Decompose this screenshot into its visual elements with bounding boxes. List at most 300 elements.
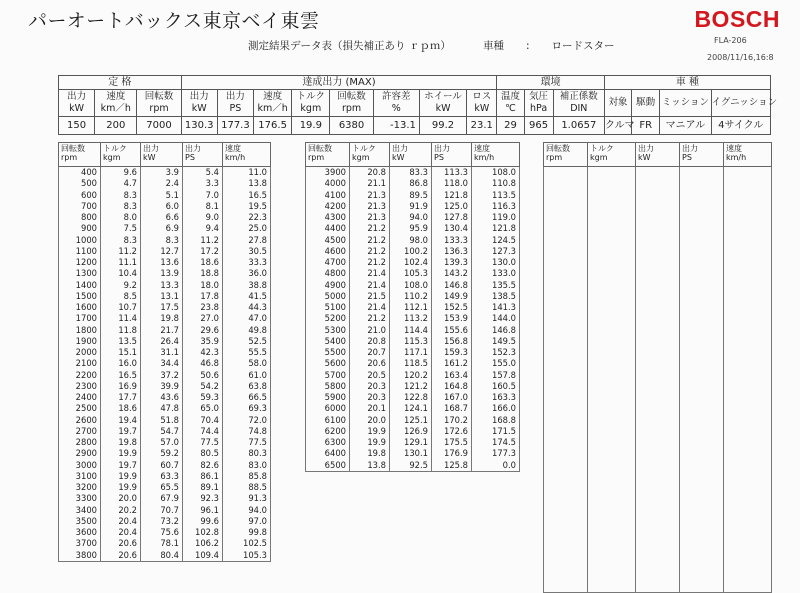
table-cell: 113.5	[472, 190, 520, 201]
summary-value-cell: FR	[632, 117, 660, 135]
table-row	[59, 403, 271, 414]
table-cell: 120.2	[390, 370, 432, 381]
table-cell: 98.0	[390, 235, 432, 246]
table-cell: 60.7	[141, 460, 183, 471]
table-cell: 146.8	[472, 325, 520, 336]
table-cell: 118.0	[432, 178, 472, 189]
table-row	[306, 235, 520, 246]
table-cell: 1900	[59, 336, 101, 347]
summary-header-cell: トルク kgm	[292, 90, 330, 117]
table-cell: 17.5	[141, 302, 183, 313]
table-cell: 3800	[59, 550, 101, 562]
table-cell: 20.5	[350, 370, 390, 381]
table-row	[59, 257, 271, 268]
table-cell: 21.2	[350, 246, 390, 257]
table-cell: 1500	[59, 291, 101, 302]
table-row	[306, 302, 520, 313]
table-cell: 99.8	[223, 527, 271, 538]
table-cell: 119.0	[472, 212, 520, 223]
table-cell: 51.8	[141, 415, 183, 426]
table-row	[59, 516, 271, 527]
table-cell: 17.2	[183, 246, 223, 257]
table-cell: 21.4	[350, 280, 390, 291]
table-cell: 172.6	[432, 426, 472, 437]
table-row	[306, 347, 520, 358]
table-cell: 13.6	[141, 257, 183, 268]
table-cell: 61.0	[223, 370, 271, 381]
table-cell: 3.9	[141, 167, 183, 179]
table-row	[306, 246, 520, 257]
column-header: 回転数 rpm	[544, 143, 588, 167]
table-cell: 168.7	[432, 403, 472, 414]
shop-name: パーオートバックス東京ベイ東雲	[28, 10, 320, 32]
table-cell: 15.1	[101, 347, 141, 358]
table-row	[59, 167, 271, 179]
table-cell: 5400	[306, 336, 350, 347]
summary-value-cell: 200	[95, 117, 137, 135]
table-cell: 3.3	[183, 178, 223, 189]
table-cell: 136.3	[432, 246, 472, 257]
table-cell: 133.0	[472, 268, 520, 279]
table-cell: 18.6	[183, 257, 223, 268]
table-cell: 2900	[59, 448, 101, 459]
table-row	[59, 178, 271, 189]
table-cell: 21.3	[350, 201, 390, 212]
table-cell: 11.8	[101, 325, 141, 336]
data-table-1	[58, 142, 271, 562]
column-header: 速度 km/h	[223, 143, 271, 167]
table-cell: 20.6	[101, 550, 141, 562]
table-cell: 16.5	[101, 370, 141, 381]
table-cell: 13.5	[101, 336, 141, 347]
table-cell: 20.0	[350, 415, 390, 426]
table-cell: 78.1	[141, 538, 183, 549]
table-row	[59, 325, 271, 336]
table-cell: 4500	[306, 235, 350, 246]
table-row	[306, 403, 520, 414]
table-cell: 19.9	[101, 471, 141, 482]
table-row	[306, 190, 520, 201]
table-cell: 10.7	[101, 302, 141, 313]
table-row	[306, 448, 520, 459]
table-cell: 4300	[306, 212, 350, 223]
table-cell: 58.0	[223, 358, 271, 369]
table-cell: 19.7	[101, 426, 141, 437]
table-cell: 54.7	[141, 426, 183, 437]
table-cell: 3400	[59, 505, 101, 516]
table-cell: 115.3	[390, 336, 432, 347]
table-cell: 65.0	[183, 403, 223, 414]
table-cell: 160.5	[472, 381, 520, 392]
table-cell: 21.5	[350, 291, 390, 302]
table-cell: 29.6	[183, 325, 223, 336]
table-cell: 109.4	[183, 550, 223, 562]
table-cell: 152.3	[472, 347, 520, 358]
table-cell: 141.3	[472, 302, 520, 313]
table-cell: 102.4	[390, 257, 432, 268]
brand-logo: BOSCH	[694, 6, 780, 32]
table-cell: 102.8	[183, 527, 223, 538]
table-cell: 8.1	[183, 201, 223, 212]
table-cell: 1800	[59, 325, 101, 336]
table-cell: 19.7	[101, 460, 141, 471]
table-cell: 83.3	[390, 167, 432, 179]
table-cell: 2.4	[141, 178, 183, 189]
table-cell: 7.5	[101, 223, 141, 234]
table-cell: 167.0	[432, 392, 472, 403]
table-row	[59, 538, 271, 549]
table-cell: 2100	[59, 358, 101, 369]
table-row	[306, 268, 520, 279]
table-cell: 5100	[306, 302, 350, 313]
table-cell: 20.7	[350, 347, 390, 358]
table-cell: 20.1	[350, 403, 390, 414]
summary-header-cell: ロス kW	[467, 90, 497, 117]
table-row	[306, 291, 520, 302]
table-cell: 155.6	[432, 325, 472, 336]
table-cell: 20.4	[101, 527, 141, 538]
summary-value-cell: 7000	[137, 117, 181, 135]
table-cell: 13.1	[141, 291, 183, 302]
table-cell: 6.6	[141, 212, 183, 223]
table-cell: 91.3	[223, 493, 271, 504]
table-cell: 8.5	[101, 291, 141, 302]
table-cell: 88.5	[223, 482, 271, 493]
table-cell: 129.1	[390, 437, 432, 448]
table-cell: 94.0	[390, 212, 432, 223]
table-cell: 52.5	[223, 336, 271, 347]
table-cell: 130.4	[432, 223, 472, 234]
table-cell: 124.5	[472, 235, 520, 246]
column-header: 出力 PS	[680, 143, 724, 167]
table-cell: 116.3	[472, 201, 520, 212]
table-row	[59, 336, 271, 347]
table-cell: 26.4	[141, 336, 183, 347]
table-cell: 6.0	[141, 201, 183, 212]
table-row	[59, 246, 271, 257]
table-row	[59, 358, 271, 369]
table-row	[59, 291, 271, 302]
table-cell: 33.3	[223, 257, 271, 268]
table-cell: 95.9	[390, 223, 432, 234]
vehicle-separator: :	[526, 40, 530, 52]
table-cell: 164.8	[432, 381, 472, 392]
table-cell: 125.8	[432, 460, 472, 472]
table-cell: 63.3	[141, 471, 183, 482]
table-cell: 11.1	[101, 257, 141, 268]
table-cell: 47.8	[141, 403, 183, 414]
table-cell: 113.2	[390, 313, 432, 324]
table-cell: 19.8	[101, 437, 141, 448]
table-cell: 2600	[59, 415, 101, 426]
table-cell: 67.9	[141, 493, 183, 504]
table-row	[306, 178, 520, 189]
table-row	[59, 302, 271, 313]
table-cell: 110.2	[390, 291, 432, 302]
table-cell: 161.2	[432, 358, 472, 369]
table-cell: 50.6	[183, 370, 223, 381]
table-cell: 18.0	[183, 280, 223, 291]
table-cell: 135.5	[472, 280, 520, 291]
table-row	[59, 493, 271, 504]
table-cell: 8.3	[101, 201, 141, 212]
table-row	[306, 336, 520, 347]
table-cell: 80.5	[183, 448, 223, 459]
table-cell: 11.0	[223, 167, 271, 179]
table-cell: 118.5	[390, 358, 432, 369]
table-cell: 80.3	[223, 448, 271, 459]
summary-header-cell: 許容差 %	[373, 90, 419, 117]
table-cell: 138.5	[472, 291, 520, 302]
table-cell: 102.5	[223, 538, 271, 549]
summary-value-cell: -13.1	[373, 117, 419, 135]
table-cell: 13.8	[350, 460, 390, 472]
table-cell: 2800	[59, 437, 101, 448]
table-cell: 121.2	[390, 381, 432, 392]
table-cell: 1100	[59, 246, 101, 257]
summary-value-cell: 99.2	[419, 117, 466, 135]
table-cell: 9.4	[183, 223, 223, 234]
column-header: 速度 km/h	[724, 143, 772, 167]
table-cell: 156.8	[432, 336, 472, 347]
table-cell: 39.9	[141, 381, 183, 392]
table-cell: 8.0	[101, 212, 141, 223]
form-code: FLA-206	[714, 36, 747, 45]
table-cell: 21.2	[350, 257, 390, 268]
summary-header-cell: 速度 km／h	[254, 90, 292, 117]
table-cell: 19.9	[350, 426, 390, 437]
table-cell: 126.9	[390, 426, 432, 437]
column-header: 出力 PS	[432, 143, 472, 167]
table-cell: 43.6	[141, 392, 183, 403]
table-cell: 37.2	[141, 370, 183, 381]
table-cell: 3100	[59, 471, 101, 482]
table-cell: 2300	[59, 381, 101, 392]
table-cell: 1700	[59, 313, 101, 324]
table-cell: 3300	[59, 493, 101, 504]
table-cell: 4800	[306, 268, 350, 279]
table-cell: 105.3	[390, 268, 432, 279]
table-cell: 20.4	[101, 516, 141, 527]
summary-header-cell: イグニッション	[711, 90, 770, 117]
table-cell: 1400	[59, 280, 101, 291]
group-vehicle: 車 種	[604, 76, 770, 90]
table-cell: 97.0	[223, 516, 271, 527]
table-cell: 6500	[306, 460, 350, 472]
table-row	[59, 280, 271, 291]
table-cell: 11.4	[101, 313, 141, 324]
table-cell: 9.2	[101, 280, 141, 291]
table-cell: 110.8	[472, 178, 520, 189]
table-cell: 66.5	[223, 392, 271, 403]
table-cell: 5900	[306, 392, 350, 403]
table-cell: 44.3	[223, 302, 271, 313]
table-cell: 10.4	[101, 268, 141, 279]
table-row	[59, 268, 271, 279]
table-cell: 125.0	[432, 201, 472, 212]
table-cell: 77.5	[183, 437, 223, 448]
table-cell: 54.2	[183, 381, 223, 392]
table-cell: 46.8	[183, 358, 223, 369]
table-cell: 20.8	[350, 336, 390, 347]
table-cell: 8.3	[141, 235, 183, 246]
summary-header-cell: 出力 kW	[59, 90, 95, 117]
table-cell: 171.5	[472, 426, 520, 437]
table-cell: 4.7	[101, 178, 141, 189]
document-title: 測定結果データ表（損失補正あり ｒｐｍ）	[248, 40, 451, 52]
table-cell: 21.2	[350, 223, 390, 234]
table-cell: 5500	[306, 347, 350, 358]
table-cell: 99.6	[183, 516, 223, 527]
table-cell: 108.0	[472, 167, 520, 179]
table-cell: 600	[59, 190, 101, 201]
table-cell: 30.5	[223, 246, 271, 257]
table-cell: 20.3	[350, 392, 390, 403]
table-cell: 6000	[306, 403, 350, 414]
table-row	[59, 347, 271, 358]
table-cell: 139.3	[432, 257, 472, 268]
table-row	[59, 426, 271, 437]
table-cell: 3600	[59, 527, 101, 538]
table-cell: 86.8	[390, 178, 432, 189]
table-cell: 170.2	[432, 415, 472, 426]
table-cell: 500	[59, 178, 101, 189]
table-row	[306, 381, 520, 392]
table-cell: 91.9	[390, 201, 432, 212]
column-header: 回転数 rpm	[59, 143, 101, 167]
table-cell: 3000	[59, 460, 101, 471]
table-cell: 96.1	[183, 505, 223, 516]
table-cell: 157.8	[472, 370, 520, 381]
table-cell: 106.2	[183, 538, 223, 549]
table-row	[59, 313, 271, 324]
table-cell: 19.5	[223, 201, 271, 212]
table-cell: 13.9	[141, 268, 183, 279]
table-cell: 159.3	[432, 347, 472, 358]
table-row	[59, 482, 271, 493]
table-cell: 4400	[306, 223, 350, 234]
summary-table	[58, 75, 778, 135]
table-cell: 77.5	[223, 437, 271, 448]
column-header: 出力 kW	[141, 143, 183, 167]
table-row	[306, 392, 520, 403]
table-cell: 2400	[59, 392, 101, 403]
timestamp: 2008/11/16,16:8	[707, 53, 774, 62]
table-cell: 121.8	[432, 190, 472, 201]
table-cell: 6400	[306, 448, 350, 459]
table-row	[59, 505, 271, 516]
table-cell: 5200	[306, 313, 350, 324]
table-cell: 100.2	[390, 246, 432, 257]
table-cell: 1300	[59, 268, 101, 279]
table-cell: 21.1	[350, 178, 390, 189]
table-row	[306, 280, 520, 291]
table-cell: 149.5	[472, 336, 520, 347]
table-row	[59, 392, 271, 403]
table-row	[306, 325, 520, 336]
table-cell: 70.4	[183, 415, 223, 426]
table-cell: 49.8	[223, 325, 271, 336]
table-cell: 21.3	[350, 190, 390, 201]
table-cell: 700	[59, 201, 101, 212]
table-cell: 21.2	[350, 313, 390, 324]
summary-header-cell: ホイール kW	[419, 90, 466, 117]
table-cell: 5000	[306, 291, 350, 302]
summary-header-cell: 駆動	[632, 90, 660, 117]
table-cell: 105.3	[223, 550, 271, 562]
table-cell: 17.7	[101, 392, 141, 403]
table-cell: 9.6	[101, 167, 141, 179]
table-cell: 35.9	[183, 336, 223, 347]
table-cell: 163.4	[432, 370, 472, 381]
table-cell: 13.8	[223, 178, 271, 189]
table-cell: 127.8	[432, 212, 472, 223]
summary-header-cell: 速度 km／h	[95, 90, 137, 117]
table-cell: 121.8	[472, 223, 520, 234]
table-cell: 124.1	[390, 403, 432, 414]
summary-value-cell: 29	[497, 117, 524, 135]
table-cell: 20.6	[101, 538, 141, 549]
table-cell: 130.0	[472, 257, 520, 268]
table-cell: 4200	[306, 201, 350, 212]
table-cell: 86.1	[183, 471, 223, 482]
table-cell: 3200	[59, 482, 101, 493]
table-cell: 92.5	[390, 460, 432, 472]
table-cell: 3500	[59, 516, 101, 527]
column-header: トルク kgm	[101, 143, 141, 167]
summary-header-cell: ミッション	[660, 90, 711, 117]
summary-value-cell: 150	[59, 117, 95, 135]
table-cell: 21.3	[350, 212, 390, 223]
table-cell: 0.0	[472, 460, 520, 472]
table-row	[306, 358, 520, 369]
summary-value-cell: 6380	[330, 117, 373, 135]
table-cell: 83.0	[223, 460, 271, 471]
table-row	[306, 426, 520, 437]
table-cell: 13.3	[141, 280, 183, 291]
table-cell: 59.2	[141, 448, 183, 459]
table-cell: 74.4	[183, 426, 223, 437]
table-cell: 23.8	[183, 302, 223, 313]
table-cell: 3900	[306, 167, 350, 179]
table-cell: 4600	[306, 246, 350, 257]
table-cell: 5800	[306, 381, 350, 392]
table-cell: 55.5	[223, 347, 271, 358]
table-cell: 8.3	[101, 190, 141, 201]
group-rated: 定 格	[59, 76, 182, 90]
table-row	[59, 235, 271, 246]
table-row	[306, 415, 520, 426]
table-row	[59, 527, 271, 538]
table-cell: 133.3	[432, 235, 472, 246]
table-cell: 21.4	[350, 268, 390, 279]
table-row	[59, 550, 271, 562]
table-row	[306, 313, 520, 324]
table-cell: 20.8	[350, 167, 390, 179]
table-cell: 16.5	[223, 190, 271, 201]
table-cell: 174.5	[472, 437, 520, 448]
table-cell: 19.9	[101, 482, 141, 493]
table-cell: 2700	[59, 426, 101, 437]
table-cell: 6300	[306, 437, 350, 448]
table-cell: 25.0	[223, 223, 271, 234]
table-cell: 73.2	[141, 516, 183, 527]
table-cell: 41.5	[223, 291, 271, 302]
table-cell: 153.9	[432, 313, 472, 324]
table-cell: 89.1	[183, 482, 223, 493]
column-header: トルク kgm	[350, 143, 390, 167]
table-cell: 2200	[59, 370, 101, 381]
